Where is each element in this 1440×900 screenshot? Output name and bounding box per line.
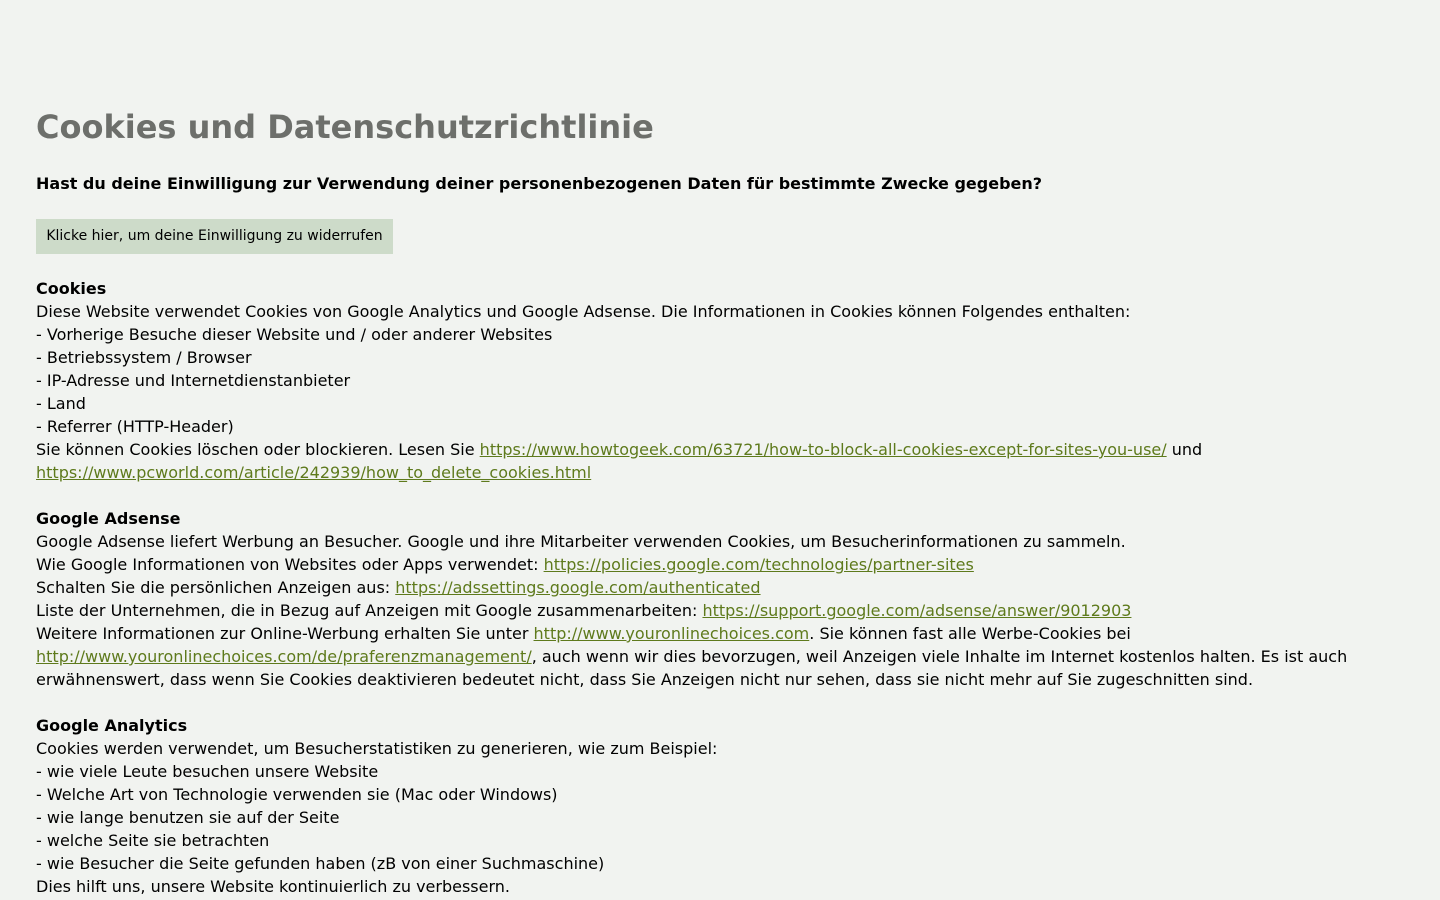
analytics-list-item: - Welche Art von Technologie verwenden sie (Mac oder Windows) [36, 785, 558, 804]
praferenzmanagement-link[interactable]: http://www.youronlinechoices.com/de/praferenzmanagement/ [36, 647, 532, 666]
page-title: Cookies und Datenschutzrichtlinie [36, 108, 654, 146]
cookies-delete-line [36, 438, 1406, 461]
analytics-list-item: - wie viele Leute besuchen unsere Website [36, 762, 379, 781]
cookies-pcworld-line [36, 461, 1406, 484]
cookies-heading: Cookies [36, 279, 107, 298]
partner-sites-link[interactable]: https://policies.google.com/technologies/partner-sites [543, 555, 974, 574]
adsense-answer-link[interactable]: https://support.google.com/adsense/answer/9012903 [702, 601, 1132, 620]
adsense-more-text: Weitere Informationen zur Online-Werbung erhalten Sie unter [36, 624, 534, 643]
analytics-heading: Google Analytics [36, 716, 188, 735]
spacer [36, 484, 1406, 507]
cookies-list-item: - IP-Adresse und Internetdienstanbieter [36, 371, 351, 390]
analytics-list-item: - wie Besucher die Seite gefunden haben (zB von einer Suchmaschine) [36, 854, 605, 873]
howtogeek-link[interactable]: https://www.howtogeek.com/63721/how-to-block-all-cookies-except-for-sites-you-use/ [479, 440, 1167, 459]
adsense-pref-text: , auch wenn wir dies bevorzugen, weil Anzeigen viele Inhalte im Internet kostenlos halten. Es ist auch erwähnenswert, dass wenn Sie Cookies deaktivieren bedeutet nicht, dass Sie Anzeigen nicht nur sehen, dass sie nicht mehr auf Sie zugeschnitten sind. [36, 647, 1348, 689]
analytics-list-item: - wie lange benutzen sie auf der Seite [36, 808, 340, 827]
analytics-intro: Cookies werden verwendet, um Besucherstatistiken zu generieren, wie zum Beispiel: [36, 739, 718, 758]
adsense-disable-text: Schalten Sie die persönlichen Anzeigen aus: [36, 578, 396, 597]
analytics-outro: Dies hilft uns, unsere Website kontinuierlich zu verbessern. [36, 877, 511, 896]
adssettings-link[interactable]: https://adssettings.google.com/authenticated [395, 578, 761, 597]
cookies-list-item: - Vorherige Besuche dieser Website und / oder anderer Websites [36, 325, 553, 344]
pcworld-link[interactable]: https://www.pcworld.com/article/242939/how_to_delete_cookies.html [36, 463, 592, 482]
cookies-and-text: und [1166, 440, 1203, 459]
adsense-more-line [36, 622, 1406, 645]
analytics-list-item: - welche Seite sie betrachten [36, 831, 270, 850]
adsense-disable-line [36, 576, 1406, 599]
adsense-info-line [36, 553, 1406, 576]
consent-question: Hast du deine Einwilligung zur Verwendung deiner personenbezogenen Daten für bestimmte Zwecke gegeben? [36, 174, 1043, 193]
cookies-list-item: - Referrer (HTTP-Header) [36, 417, 234, 436]
adsense-pref-paragraph [36, 645, 1406, 691]
adsense-partners-line [36, 599, 1406, 622]
cookies-list-item: - Land [36, 394, 86, 413]
cookies-list-item: - Betriebssystem / Browser [36, 348, 252, 367]
cookies-delete-text: Sie können Cookies löschen oder blockieren. Lesen Sie [36, 440, 480, 459]
adsense-intro: Google Adsense liefert Werbung an Besucher. Google und ihre Mitarbeiter verwenden Cookies, um Besucherinformationen zu sammeln. [36, 532, 1126, 551]
adsense-info-text: Wie Google Informationen von Websites oder Apps verwendet: [36, 555, 544, 574]
spacer [36, 691, 1406, 714]
adsense-heading: Google Adsense [36, 509, 181, 528]
cookies-intro: Diese Website verwendet Cookies von Google Analytics und Google Adsense. Die Informationen in Cookies können Folgendes enthalten: [36, 302, 1131, 321]
policy-content [36, 277, 1406, 898]
youronlinechoices-link[interactable]: http://www.youronlinechoices.com [533, 624, 810, 643]
revoke-consent-button[interactable]: Klicke hier, um deine Einwilligung zu widerrufen [36, 219, 393, 254]
adsense-more-text2: . Sie können fast alle Werbe-Cookies bei [809, 624, 1131, 643]
adsense-partners-text: Liste der Unternehmen, die in Bezug auf Anzeigen mit Google zusammenarbeiten: [36, 601, 703, 620]
